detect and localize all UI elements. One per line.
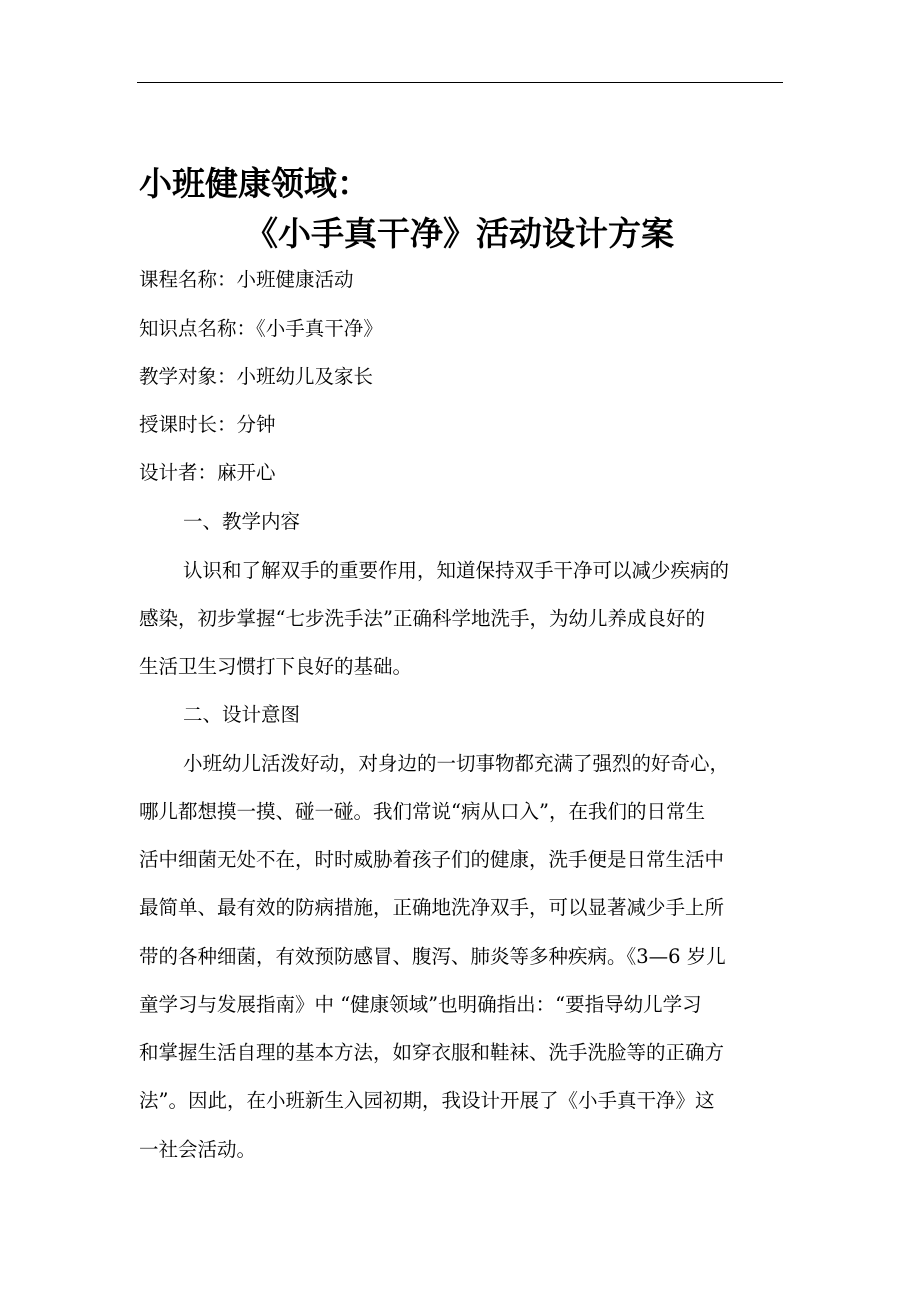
section-heading-teaching-content: 一、教学内容 — [183, 510, 301, 533]
section-heading-design-intent: 二、设计意图 — [183, 703, 301, 726]
document-title-line1: 小班健康领域： — [139, 164, 370, 203]
header-rule — [137, 82, 783, 83]
meta-knowledge-point: 知识点名称：《小手真干净》 — [139, 317, 383, 340]
paragraph-line: 小班幼儿活泼好动，对身边的一切事物都充满了强烈的好奇心， — [183, 752, 730, 775]
meta-designer: 设计者：麻开心 — [139, 461, 276, 484]
paragraph-line: 活中细菌无处不在，时时威胁着孩子们的健康，洗手便是日常生活中 — [139, 848, 725, 871]
paragraph-line: 感染，初步掌握“七步洗手法”正确科学地洗手，为幼儿养成良好的 — [139, 607, 705, 630]
meta-course-name: 课程名称：小班健康活动 — [139, 268, 354, 291]
paragraph-line: 带的各种细菌，有效预防感冒、腹泻、肺炎等多种疾病。《3—6 岁儿 — [139, 945, 726, 968]
document-title-line2: 《小手真干净》活动设计方案 — [245, 214, 674, 253]
meta-audience: 教学对象：小班幼儿及家长 — [139, 365, 374, 388]
paragraph-line: 生活卫生习惯打下良好的基础。 — [139, 655, 413, 678]
paragraph-line: 认识和了解双手的重要作用，知道保持双手干净可以减少疾病的 — [183, 559, 730, 582]
paragraph-line: 最简单、最有效的防病措施，正确地洗净双手，可以显著减少手上所 — [139, 896, 725, 919]
paragraph-line: 一社会活动。 — [139, 1138, 257, 1161]
paragraph-line: 法”。因此，在小班新生入园初期，我设计开展了《小手真干净》这 — [139, 1089, 715, 1112]
paragraph-line: 和掌握生活自理的基本方法，如穿衣服和鞋袜、洗手洗脸等的正确方 — [139, 1041, 725, 1064]
paragraph-line: 童学习与发展指南》中 “健康领域”也明确指出：“要指导幼儿学习 — [139, 993, 702, 1016]
paragraph-line: 哪儿都想摸一摸、碰一碰。我们常说“病从口入”，在我们的日常生 — [139, 800, 705, 823]
meta-duration: 授课时长：分钟 — [139, 413, 276, 436]
